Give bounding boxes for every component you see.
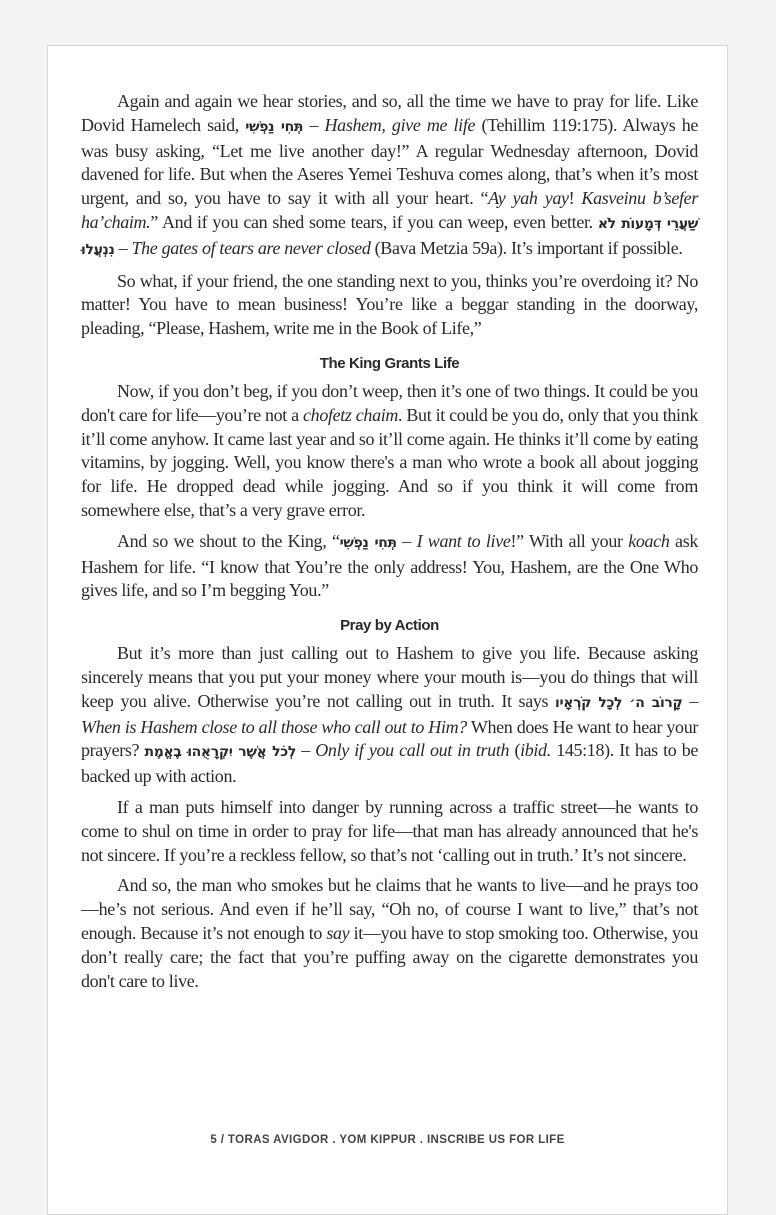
italic-text: I want to live: [416, 530, 511, 551]
italic-text: When is Hashem close to all those who call out to Him?: [81, 716, 467, 737]
document-page: [47, 45, 728, 1215]
text-run: –: [396, 530, 417, 551]
italic-text: Ay yah yay: [488, 188, 569, 209]
page-footer: 5 / TORAS AVIGDOR . YOM KIPPUR . INSCRIBE US FOR LIFE: [210, 1134, 565, 1146]
hebrew-quote: שַׁעֲרֵי דְּמָעוֹת לֹא נִנְעֲלוּ: [81, 215, 699, 258]
text-run: Again and again we hear stories, and so, all the time we have to pray for life. Like Dovid Hamelech said,: [81, 91, 698, 135]
paragraph: [81, 796, 698, 867]
paragraph: [81, 530, 698, 603]
text-run: ” And if you can shed some tears, if you can weep, even better.: [150, 211, 598, 232]
italic-text: Hashem, give me life: [324, 114, 476, 135]
text-run: ask Hashem for life. “I know that You’re the only address! You, Hashem, are the One Who gives life, and so I’m begging You.”: [81, 530, 699, 601]
italic-text: Kasveinu b’sefer ha’chaim.: [81, 188, 698, 232]
section-heading: The King Grants Life: [319, 354, 460, 372]
paragraph: [81, 642, 698, 789]
paragraph: [81, 90, 698, 263]
page-body: [81, 90, 698, 1000]
hebrew-quote: לְכֹל אֲשֶׁר יִקְרָאֻהוּ בֶאֱמֶת: [144, 744, 296, 761]
text-run: it—you have to stop smoking too. Otherwise, you don’t really care; the fact that you’re puffing away on the cigarette demonstrates you don't care to live.: [81, 922, 698, 991]
text-run: (Bava Metzia 59a). It’s important if possible.: [370, 237, 683, 258]
text-run: –: [114, 237, 132, 258]
text-run: . But it could be you do, only that you think it’ll come anyhow. It came last year and so it’ll come again. He thinks it’ll come by eating vitamins, by jogging. Well, you know there's a man who wrote a book all about jogging for life. He dropped dead while jogging. And so if you think it will come from somewhere else, that’s a very grave error.: [81, 404, 698, 520]
italic-text: koach: [628, 530, 670, 551]
text-run: And so, the man who smokes but he claims that he wants to live—and he prays too—he’s not serious. And even if he’ll say, “Oh no, of course I want to live,” that’s not enough. Because it’s not enough to: [81, 875, 698, 943]
italic-text: say: [326, 922, 350, 943]
text-run: When does He want to hear your prayers?: [81, 716, 699, 761]
paragraph: [81, 874, 698, 993]
text-run: (Tehillim 119:175). Always he was busy asking, “Let me live another day!” A regular Wednesday afternoon, Dovid davened for life. But when the Aseres Yemei Teshuva comes along, that’s when it’s most urgent, and so, you have to say it with all your heart. “: [81, 114, 699, 209]
text-run: Now, if you don’t beg, if you don’t weep, then it’s one of two things. It could be you don't care for life—you’re not a: [81, 380, 698, 425]
italic-text: chofetz chaim: [303, 404, 399, 425]
text-run: !: [568, 188, 582, 209]
hebrew-quote: תְּחִי נַפְשִׁי: [339, 534, 397, 551]
paragraph: [81, 380, 698, 523]
italic-text: Only if you call out in truth: [315, 740, 510, 761]
text-run: And so we shout to the King, “: [117, 530, 340, 551]
text-run: If a man puts himself into danger by running across a traffic street—he wants to come to shul on time in order to pray for life—that man has already announced that he's not sincere. If you’re a reckless fellow, so that’s not ‘calling out in truth.’ It’s not sincere.: [81, 796, 698, 865]
hebrew-quote: תְּחִי נַפְשִׁי: [245, 118, 304, 135]
section-heading: Pray by Action: [340, 617, 439, 635]
text-run: !” With all your: [510, 530, 629, 551]
text-run: 145:18). It has to be backed up with action.: [81, 740, 699, 787]
text-run: –: [295, 740, 316, 761]
text-run: But it’s more than just calling out to Hashem to give you life. Because asking sincerely means that you put your money where your mouth is—you do things that will keep you alive. Otherwise you’re not calling out in truth. It says: [81, 643, 698, 711]
text-run: –: [682, 690, 698, 711]
hebrew-quote: קָרוֹב ה׳ לְכָל קֹרְאָיו: [555, 694, 683, 711]
text-run: –: [303, 114, 325, 135]
italic-text: The gates of tears are never closed: [131, 237, 371, 258]
text-run: (: [509, 740, 521, 761]
italic-text: ibid.: [520, 740, 551, 761]
paragraph: [81, 270, 698, 341]
text-run: So what, if your friend, the one standing next to you, thinks you’re overdoing it? No matter! You have to mean business! You’re like a beggar standing in the doorway, pleading, “Please, Hashem, write me in the Book of Life,”: [81, 270, 698, 339]
